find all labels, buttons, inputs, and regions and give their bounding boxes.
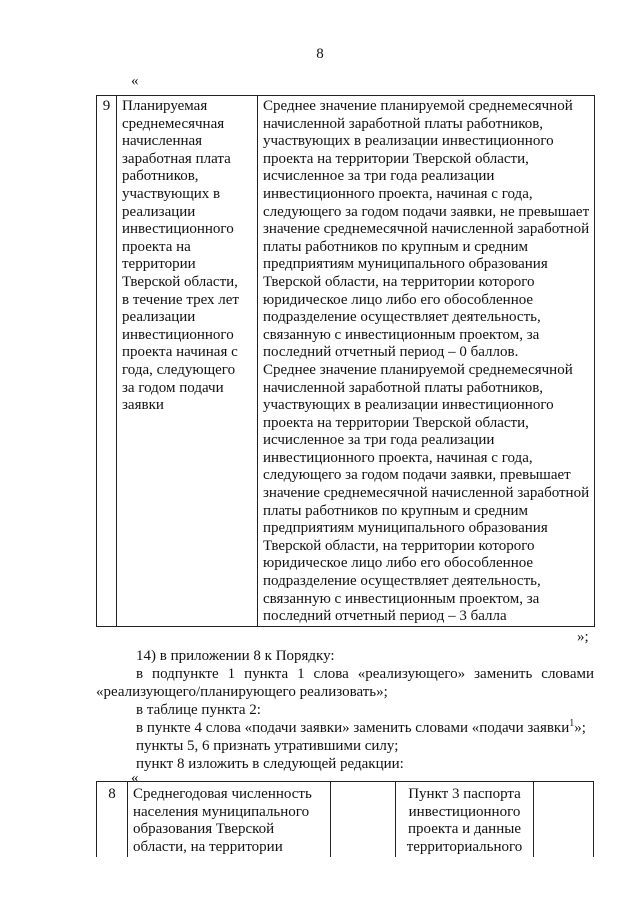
item4-text: в пункте 4 слова «подачи заявки» заменить словами «подачи заявки bbox=[136, 720, 570, 736]
table-row bbox=[97, 96, 595, 627]
criteria-table-9 bbox=[96, 95, 595, 627]
paragraph-table: в таблице пункта 2: bbox=[136, 702, 261, 718]
open-quote-2: « bbox=[131, 770, 139, 786]
item4-end: »; bbox=[574, 720, 586, 736]
empty-cell bbox=[331, 782, 396, 858]
paragraph-14: 14) в приложении 8 к Порядку: bbox=[136, 648, 335, 664]
close-quote: »; bbox=[577, 629, 589, 645]
page-number: 8 bbox=[316, 46, 324, 62]
criteria-table-8 bbox=[96, 781, 594, 857]
paragraph-subitem1-cont: «реализующего/планирующего реализовать»; bbox=[96, 684, 388, 700]
paragraph-item8: пункт 8 изложить в следующей редакции: bbox=[136, 756, 404, 772]
footnote-mark: 1 bbox=[569, 718, 575, 729]
row-number: 8 bbox=[97, 782, 128, 858]
table-row bbox=[97, 782, 594, 858]
open-quote-1: « bbox=[131, 73, 139, 89]
paragraph-item4 bbox=[96, 720, 594, 738]
paragraph-items56: пункты 5, 6 признать утратившими силу; bbox=[136, 738, 399, 754]
data-source: Пункт 3 паспорта инвестиционного проекта и данные территориального bbox=[396, 782, 534, 858]
empty-cell bbox=[534, 782, 594, 858]
row-number: 9 bbox=[97, 96, 117, 627]
criterion-name: Среднегодовая численность населения муниципального образования Тверской области, на территории bbox=[128, 782, 331, 858]
criterion-description: Среднее значение планируемой среднемесячной начисленной заработной платы работников, участвующих в реализации инвестиционного проекта на территории Тверской области, исчисленное за три года реализации инвестиционного проекта, начиная с года, следующего за годом подачи заявки, не превышает значение среднемесячной начисленной заработной платы работников по крупным и средним предприятиям муниципального образования Тверской области, на территории которого юридическое лицо либо его обособленное подразделение осуществляет деятельность, связанную с инвестиционным проектом, за последний отчетный период – 0 баллов. Среднее значение планируемой среднемесячной начисленной заработной платы работников, участвующих в реализации инвестиционного проекта на территории Тверской области, исчисленное за три года реализации инвестиционного проекта, начиная с года, следующего за годом подачи заявки, превышает значение среднемесячной начисленной заработной платы работников по крупным и средним предприятиям муниципального образования Тверской области, на территории которого юридическое лицо либо его обособленное подразделение осуществляет деятельность, связанную с инвестиционным проектом, за последний отчетный период – 3 балла bbox=[258, 96, 595, 627]
paragraph-subitem1: в подпункте 1 пункта 1 слова «реализующего» заменить словами bbox=[136, 666, 594, 682]
criterion-name: Планируемая среднемесячная начисленная заработная плата работников, участвующих в реализации инвестиционного проекта на территории Тверской области, в течение трех лет реализации инвестиционного проекта начиная с года, следующего за годом подачи заявки bbox=[117, 96, 258, 627]
